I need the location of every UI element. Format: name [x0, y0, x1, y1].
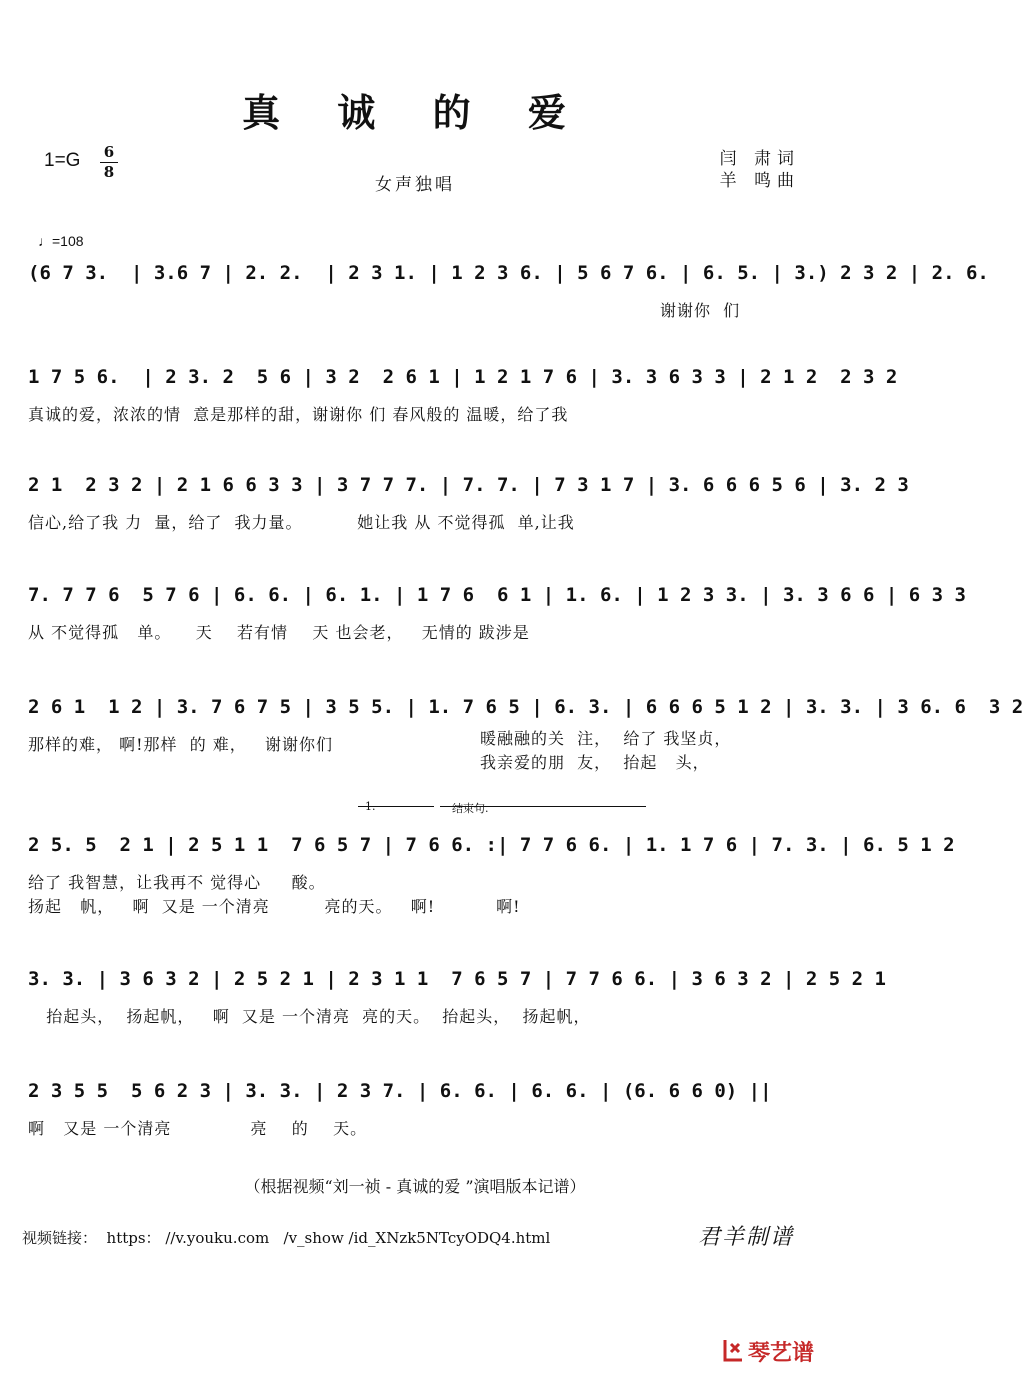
notation-line: 2 5. 5 2 1 | 2 5 1 1 7 6 5 7 | 7 6 6. :| 7 7 6 6. | 1. 1 7 6 | 7. 3. | 6. 5 1 2 [28, 834, 955, 856]
volta-first-bracket [358, 806, 434, 807]
notation-line: 2 3 5 5 5 6 2 3 | 3. 3. | 2 3 7. | 6. 6. | 6. 6. | (6. 6 6 0) || [28, 1080, 772, 1102]
lyric-line: 啊 又是 一个清亮 亮 的 天。 [28, 1119, 368, 1138]
lyric-line: 抬起头， 扬起帆， 啊 又是 一个清亮 亮的天。 抬起头， 扬起帆， [28, 1007, 591, 1026]
tempo-marking: ♩=108 [38, 233, 84, 249]
transcriber-stamp: 君羊制谱 [698, 1225, 795, 1250]
qinyipu-logo-icon [722, 1336, 746, 1364]
notation-line: 2 1 2 3 2 | 2 1 6 6 3 3 | 3 7 7 7. | 7. 7. | 7 3 1 7 | 3. 6 6 6 5 6 | 3. 2 3 [28, 474, 909, 496]
volta-ending: 结束句. [452, 802, 489, 815]
lyric-line: 信心,给了我 力 量，给了 我力量。 她让我 从 不觉得孤 单,让我 [28, 513, 575, 532]
lyric-line: 扬起 帆， 啊 又是 一个清亮 亮的天。 啊! 啊! [28, 897, 521, 916]
lyric-line: 那样的难， 啊!那样 的 难， 谢谢你们 [28, 735, 334, 754]
notation-line: 1 7 5 6. | 2 3. 2 5 6 | 3 2 2 6 1 | 1 2 1 7 6 | 3. 3 6 3 3 | 2 1 2 2 3 2 [28, 366, 898, 388]
volta-ending-bracket [440, 806, 646, 807]
time-numerator: 6 [103, 143, 115, 161]
volta-first: 1. [365, 800, 376, 813]
lyricist-credit: 闫 肃词 [719, 149, 800, 169]
source-note: （根据视频“刘一祯 - 真诚的爱 ”演唱版本记谱） [244, 1177, 586, 1196]
lyric-line: 给了 我智慧，让我再不 觉得心 酸。 [28, 873, 326, 892]
lyric-line: 暖融融的关 注， 给了 我坚贞， [480, 729, 732, 748]
lyric-line: 谢谢你 们 [660, 301, 741, 320]
lyric-line: 我亲爱的朋 友， 抬起 头， [480, 753, 710, 772]
composer-credit: 羊 鸣曲 [719, 171, 800, 191]
performance-type: 女声独唱 [375, 175, 455, 195]
video-link: 视频链接： https： //v.youku.com /v_show /id_XNzk5NTcyODQ4.html [22, 1229, 551, 1247]
notation-line: 3. 3. | 3 6 3 2 | 2 5 2 1 | 2 3 1 1 7 6 5 7 | 7 7 6 6. | 3 6 3 2 | 2 5 2 1 [28, 968, 886, 990]
time-denominator: 8 [103, 163, 115, 181]
lyric-line: 真诚的爱，浓浓的情 意是那样的甜，谢谢你 们 春风般的 温暖，给了我 [28, 405, 569, 424]
notation-line: (6 7 3. | 3.6 7 | 2. 2. | 2 3 1. | 1 2 3 6. | 5 6 7 6. | 6. 5. | 3.) 2 3 2 | 2. 6. [28, 262, 989, 284]
lyric-line: 从 不觉得孤 单。 天 若有情 天 也会老， 无情的 跋涉是 [28, 623, 530, 642]
site-logo-text: 琴艺谱 [748, 1340, 815, 1365]
song-title: 真 诚 的 爱 [242, 90, 588, 135]
notation-line: 2 6 1 1 2 | 3. 7 6 7 5 | 3 5 5. | 1. 7 6 5 | 6. 3. | 6 6 6 5 1 2 | 3. 3. | 3 6. 6 3 2 [28, 696, 1023, 718]
notation-line: 7. 7 7 6 5 7 6 | 6. 6. | 6. 1. | 1 7 6 6 1 | 1. 6. | 1 2 3 3. | 3. 3 6 6 | 6 3 3 [28, 584, 966, 606]
key-signature: 1=G [44, 150, 81, 171]
